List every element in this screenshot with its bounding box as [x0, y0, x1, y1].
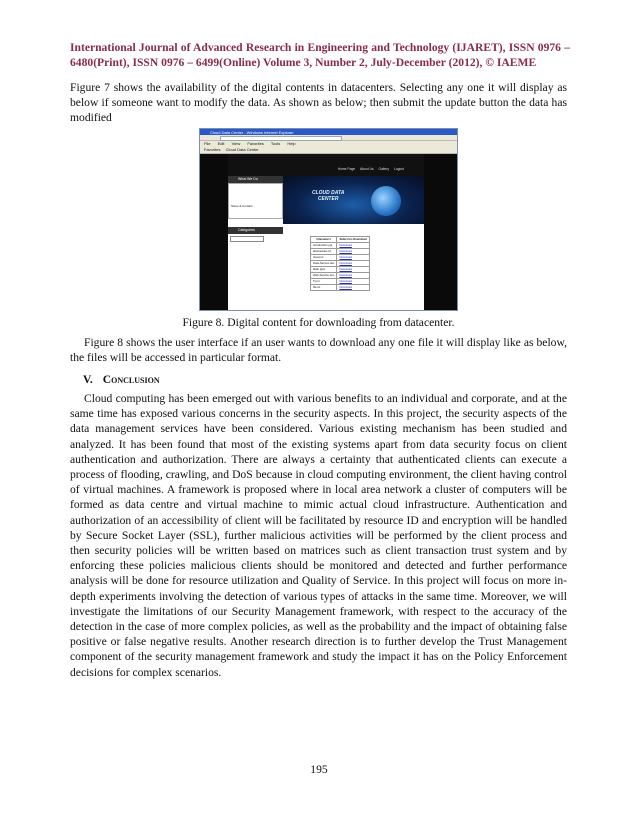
page-content	[228, 154, 424, 310]
menu-edit: Edit	[217, 141, 225, 146]
download-link: Download	[337, 279, 369, 285]
globe-icon	[371, 186, 401, 216]
table-header-row	[311, 237, 370, 243]
figure-caption: Figure 8. Digital content for downloading from datacenter.	[182, 316, 455, 329]
favorites-tab: Cloud Data Center	[225, 147, 259, 152]
download-table	[310, 236, 370, 291]
section-title: Conclusion	[102, 373, 160, 386]
favorites-bar	[200, 147, 457, 154]
journal-header: International Journal of Advanced Research in Engineering and Technology (IJARET), ISSN 0976 – 6480(Print), ISSN 0976 – 6499(Online) Volume 3, Number 2, July-December (2012), © IAEME	[70, 41, 570, 69]
file-name: Main.java	[311, 267, 337, 273]
menu-file: File	[204, 141, 211, 146]
col-download: Select Ico Download	[337, 237, 369, 243]
cloud-banner	[283, 176, 424, 224]
nav-logout: Logout	[393, 167, 404, 171]
menu-help: Help	[287, 141, 296, 146]
section-number: V.	[83, 373, 93, 386]
download-link: Download	[337, 273, 369, 279]
box-what-we-do-body: Show & Contact	[228, 183, 283, 219]
download-link: Download	[337, 267, 369, 273]
file-name: Ty.txt	[311, 279, 337, 285]
nav-gallery: Gallery	[378, 167, 389, 171]
nav-about: About Us	[360, 167, 374, 171]
menu-view: View	[231, 141, 241, 146]
paragraph-figure8: Figure 8 shows the user interface if an user wants to download any one file it will display like as below, the files will be accessed in particular format.	[70, 336, 567, 365]
nav-home: Home Page	[337, 167, 356, 171]
menu-tools: Tools	[270, 141, 281, 146]
download-link: Download	[337, 261, 369, 267]
banner-line2: CENTER	[317, 196, 339, 202]
left-column	[228, 176, 283, 310]
figure-8-screenshot	[199, 128, 458, 311]
file-name: Data-Service.doc	[311, 261, 337, 267]
favorites-label: Favorites	[204, 147, 221, 152]
file-name: abstractdoc.txt	[311, 249, 337, 255]
banner-brand	[312, 190, 344, 202]
file-name: Web-Service.doc	[311, 273, 337, 279]
window-title: Cloud Data Center - Windows Internet Explorer	[210, 129, 294, 135]
paragraph-figure7: Figure 7 shows the availability of the digital contents in datacenters. Selecting any one it will display as below if someone want to modify the data. As shown as below; then submit the update button the data has modified	[70, 81, 567, 125]
download-link: Download	[337, 243, 369, 249]
box-what-we-do-title: What We Do	[228, 176, 283, 183]
download-link: Download	[337, 255, 369, 261]
section-heading	[83, 373, 160, 386]
file-name: cloud.txt	[311, 255, 337, 261]
web-page	[200, 154, 457, 310]
table-row	[311, 285, 370, 291]
box-categories-title: Categories	[228, 227, 283, 234]
menu-favorites: Favorites	[247, 141, 264, 146]
download-link: Download	[337, 285, 369, 291]
download-link: Download	[337, 249, 369, 255]
site-navbar	[228, 154, 424, 176]
col-filename: Filename's	[311, 237, 337, 243]
file-name: file.txt	[311, 285, 337, 291]
category-select	[230, 236, 264, 242]
paragraph-conclusion: Cloud computing has been emerged out with various benefits to an individual and corporate, and at the same time has exposed various concerns in the security aspects. In this project, the security aspects of the data management services have been considered. Various existing mechanism has been studied and analyzed. It has been found that most of the existing systems apart from data security focus on client authentication and authorization. There are always a certainty that authenticated clients can execute a process of flooding, crawling, and DoS because in cloud computing environment, the client having control of virtual machines. A framework is proposed where in local area network a cluster of computers will be formed as data centre and virtual machine to mimic actual cloud infrastructure. Authentication and authorization of an accessibility of client will be facilitated by resource ID and encryption will be handled by Secure Socket Layer (SSL), further malicious activities will be performed by the client process and then security policies will be written based on matrices such as client transaction trust system and by enforcing these policies malicious clients should be monitored and detected and further performance analysis will be done for resource utilization and Quality of Service. In this project will focus on more in-depth experiments involving the detection of various types of attacks in the same time. Moreover, we will investigate the limitations of our Security Management framework, with respect to the accuracy of the detection in the case of more complex policies, as well as the probability and the impact of obtaining false positive or false negative results. Another research direction is to further develop the Trust Management component of the security management framework and study the impact it has on the Policy Enforcement decisions for complex scenarios.	[70, 392, 567, 679]
banner-line1: CLOUD DATA	[312, 190, 345, 196]
file-name: Introduction.ppt	[311, 243, 337, 249]
page-number: 195	[310, 763, 328, 776]
